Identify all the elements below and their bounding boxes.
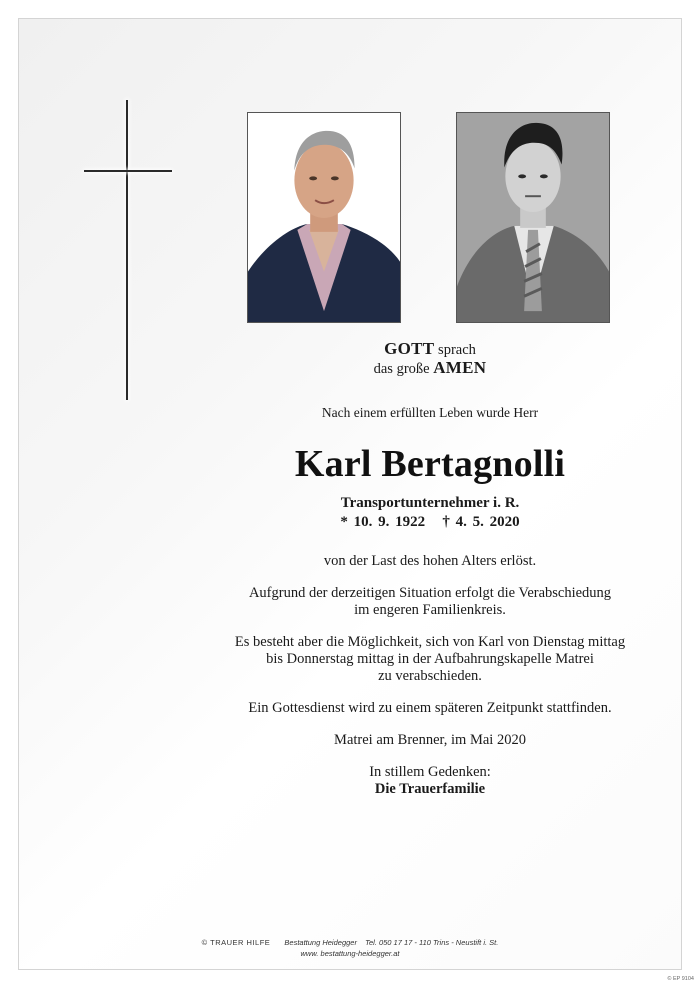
place-date: Matrei am Brenner, im Mai 2020 — [334, 732, 526, 748]
portrait-photo-recent — [247, 112, 401, 323]
situation-paragraph — [225, 585, 635, 619]
header-sprach: sprach — [438, 342, 476, 358]
closing — [225, 764, 635, 798]
header-amen: AMEN — [433, 358, 487, 377]
deceased-dates — [225, 514, 635, 531]
portrait-photo-young — [456, 112, 610, 323]
birth-date: * 10. 9. 1922 — [340, 514, 426, 530]
footer-contact: Tel. 050 17 17 - 110 Trins - Neustift i. St. — [365, 938, 499, 947]
footer-company: Bestattung Heidegger — [284, 938, 357, 947]
header-gott: GOTT — [384, 339, 435, 358]
farewell-line-1: Es besteht aber die Möglichkeit, sich von Karl von Dienstag mittag — [234, 634, 626, 650]
header-das-grosse: das große — [373, 361, 430, 377]
obituary-text — [225, 340, 635, 798]
farewell-paragraph — [225, 634, 635, 685]
relieved-text: von der Last des hohen Alters erlöst. — [323, 553, 537, 569]
cross-horizontal-beam — [84, 170, 172, 172]
situation-line-2: im engeren Familienkreis. — [354, 602, 506, 618]
header-line-2 — [225, 359, 635, 378]
death-date: † 4. 5. 2020 — [442, 514, 520, 530]
situation-line-1: Aufgrund der derzeitigen Situation erfolgt die Verabschiedung — [248, 585, 612, 601]
service-text: Ein Gottesdienst wird zu einem späteren Zeitpunkt stattfinden. — [248, 700, 612, 716]
footer-line-1 — [0, 937, 700, 948]
footer-website: www. bestattung-heidegger.at — [300, 949, 400, 958]
footer-brand: © TRAUER HILFE — [201, 938, 271, 947]
closing-family: Die Trauerfamilie — [374, 781, 486, 797]
footer — [0, 937, 700, 959]
header-line-1 — [225, 340, 635, 359]
cross-icon — [84, 98, 174, 404]
farewell-line-3: zu verabschieden. — [378, 668, 482, 684]
closing-line: In stillem Gedenken: — [369, 764, 491, 780]
deceased-profession: Transportunternehmer i. R. — [340, 495, 520, 511]
farewell-line-2: bis Donnerstag mittag in der Aufbahrungskapelle Matrei — [266, 651, 594, 667]
cross-vertical-beam — [126, 100, 128, 400]
intro-text: Nach einem erfüllten Leben wurde Herr — [321, 405, 539, 420]
print-code: © EP 9104 — [667, 976, 694, 982]
deceased-name: Karl Bertagnolli — [294, 443, 566, 485]
